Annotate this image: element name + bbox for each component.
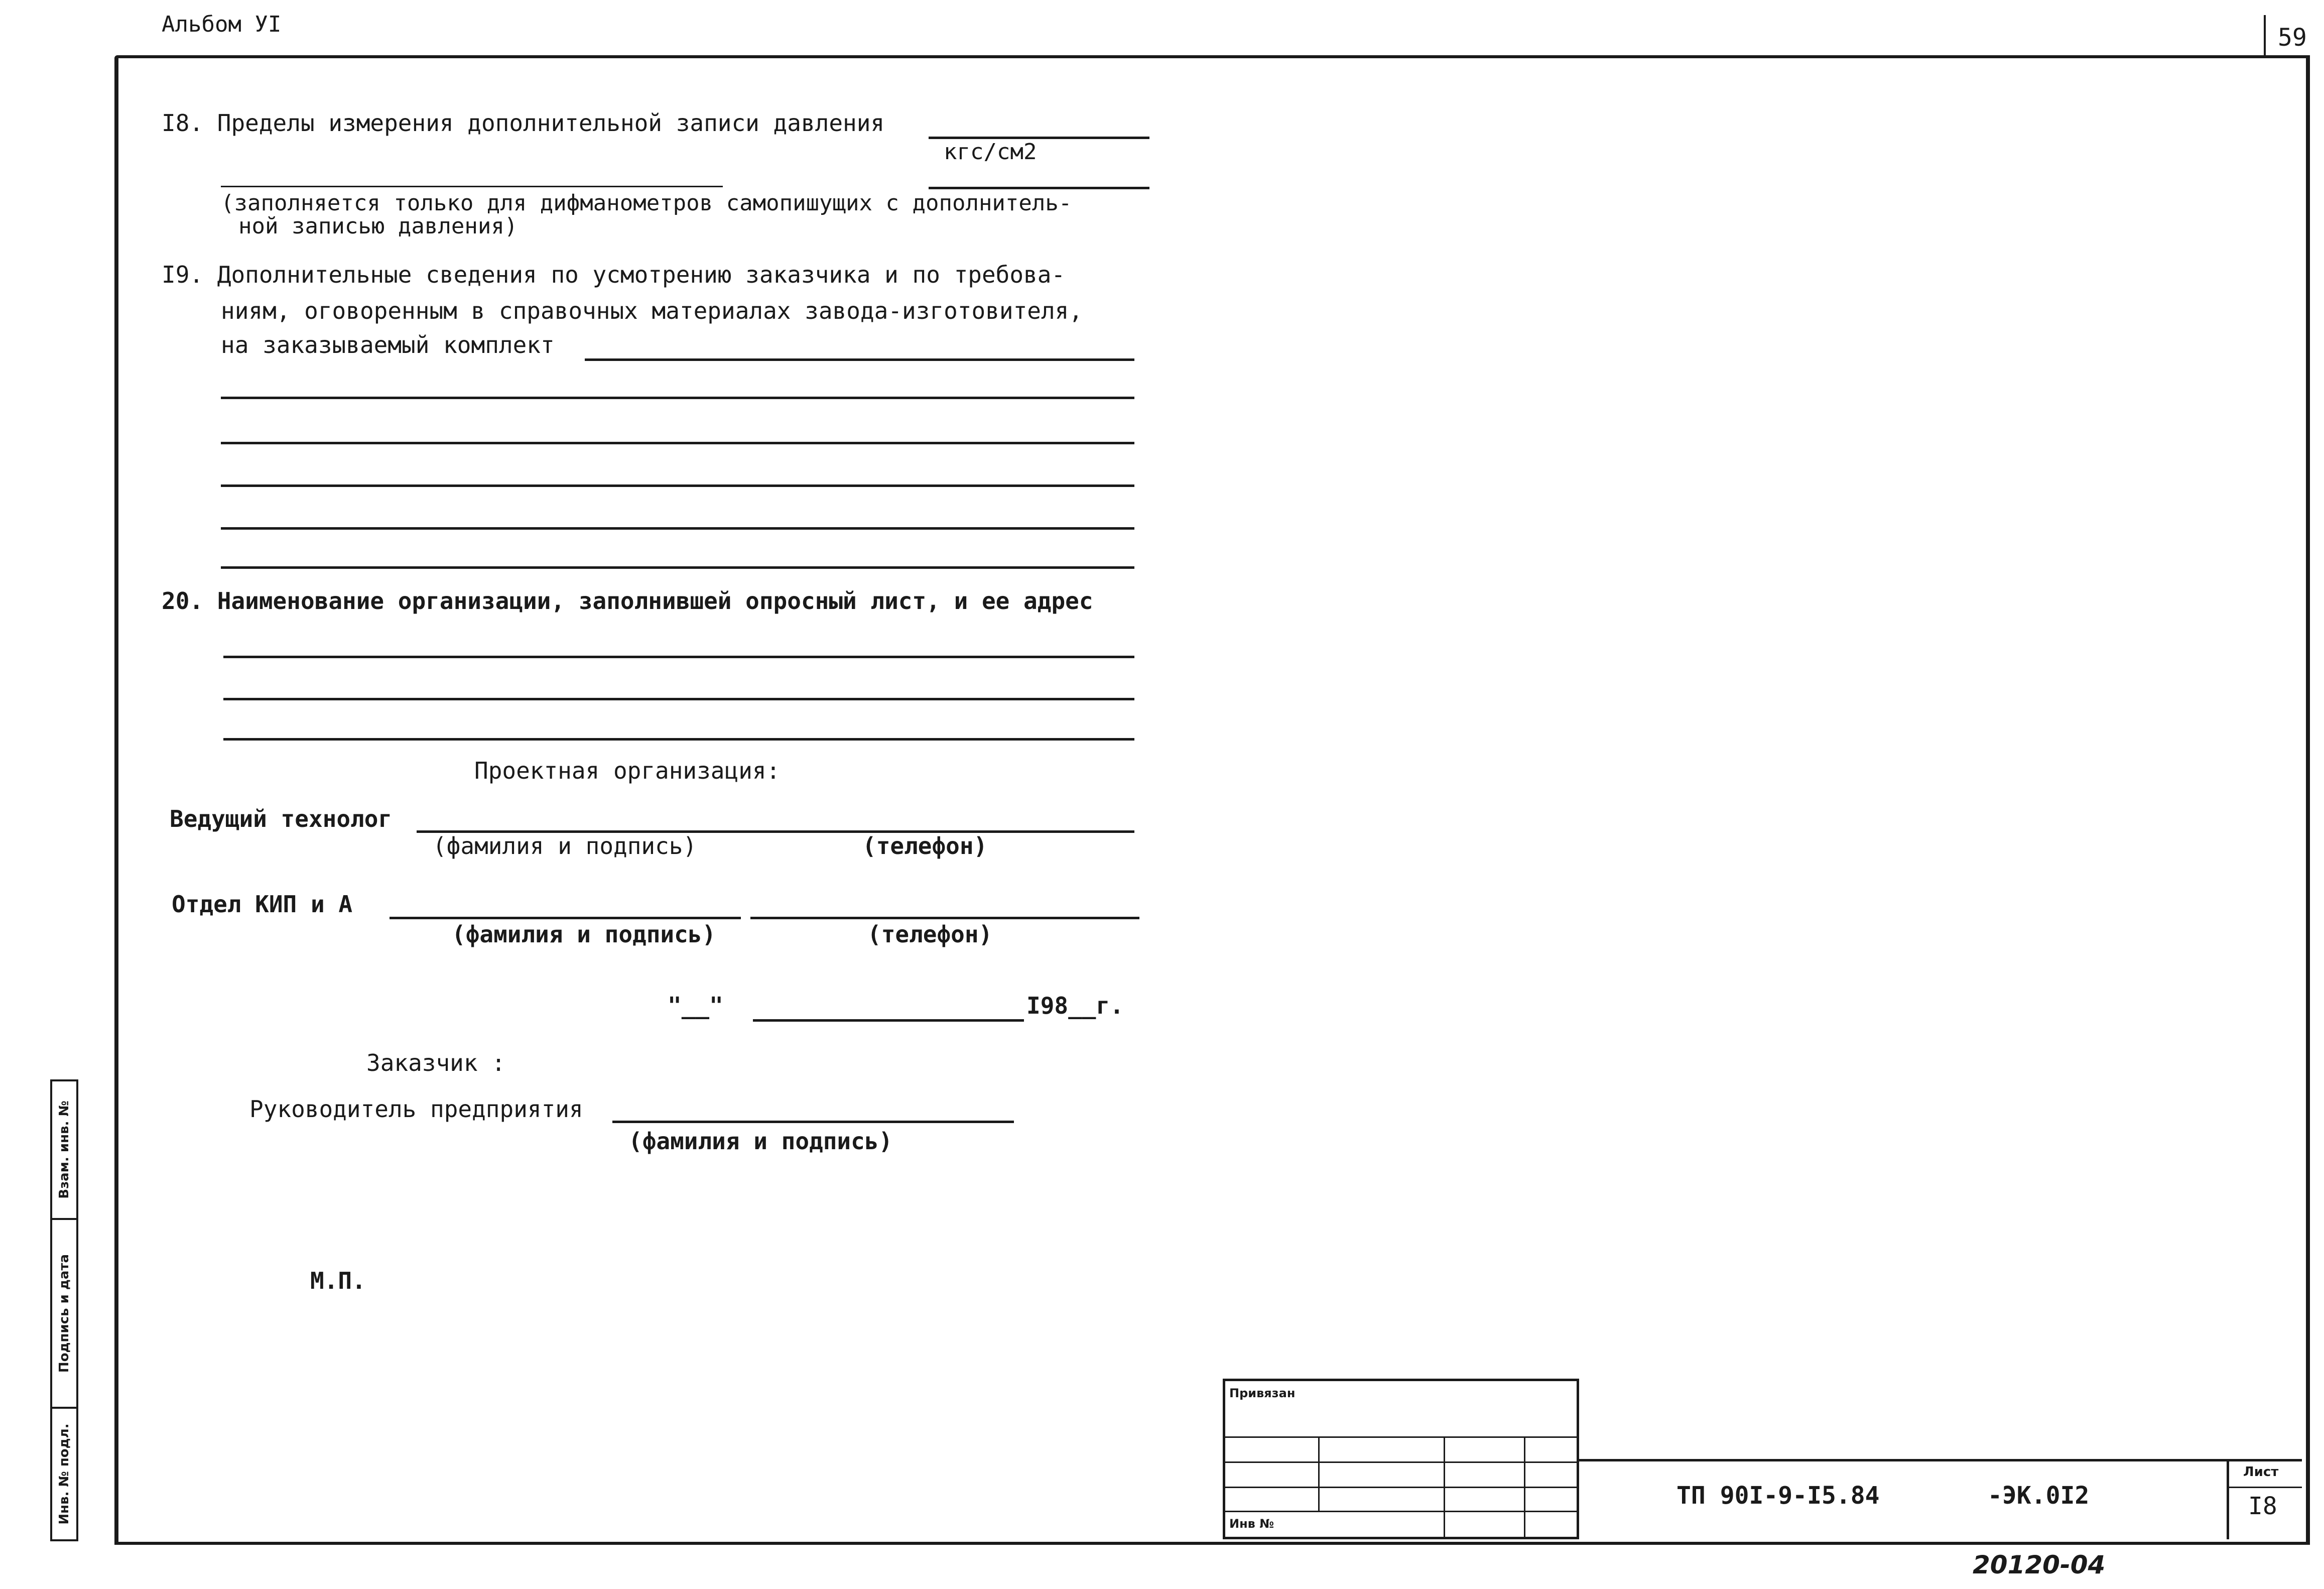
document-code: ТП 90I-9-I5.84 — [1676, 1482, 1880, 1510]
sheet-label: Лист — [2243, 1464, 2279, 1480]
title-block-top-line — [1579, 1459, 2230, 1461]
item-18-note-line-2: ной записью давления) — [238, 213, 518, 239]
page-number: 59 — [2278, 24, 2307, 52]
lead-technologist-phone-caption: (телефон) — [862, 832, 988, 860]
item-18-note-top-line — [221, 186, 723, 187]
item-19-answer-line-2 — [221, 397, 1134, 399]
side-stamp-inv-original-text: Инв. № подл. — [57, 1423, 72, 1525]
lead-technologist-name-caption: (фамилия и подпись) — [433, 832, 697, 860]
kip-dept-name-caption: (фамилия и подпись) — [452, 921, 716, 948]
side-stamp-replaced-inv — [50, 1079, 78, 1220]
kip-dept-signature-line — [390, 917, 741, 919]
item-20-label: 20. Наименование организации, заполнившей опросный лист, и ее адрес — [162, 587, 1093, 615]
item-20-answer-line-3 — [223, 738, 1134, 741]
item-18-unit: кгс/см2 — [944, 139, 1037, 165]
seal-mark: М.П. — [310, 1267, 366, 1294]
item-18-label: I8. Пределы измерения дополнительной записи давления — [162, 109, 885, 137]
item-19-line-3: на заказываемый комплект — [221, 331, 555, 358]
kip-dept-phone-line — [750, 917, 1139, 919]
binding-grid-col-3 — [1524, 1436, 1525, 1537]
sheet-number: I8 — [2248, 1492, 2277, 1520]
item-19-answer-line-1 — [585, 358, 1134, 361]
page-number-divider — [2264, 15, 2266, 57]
kip-dept-phone-caption: (телефон) — [867, 921, 993, 948]
album-title: Альбом УI — [162, 12, 282, 37]
date-month-line — [753, 1019, 1024, 1022]
side-stamp-inv-original — [50, 1407, 78, 1541]
date-year: I98__г. — [1026, 992, 1124, 1019]
sheet-box — [2227, 1459, 2302, 1539]
date-day-quotes: "__" — [668, 992, 723, 1019]
document-suffix: -ЭК.0I2 — [1988, 1482, 2090, 1510]
item-19-answer-line-6 — [221, 566, 1134, 569]
binding-stamp-label: Привязан — [1229, 1386, 1296, 1400]
archive-number: 20120-04 — [1973, 1550, 2106, 1579]
item-18-note-line-1: (заполняется только для дифманометров самопишущих с дополнитель- — [221, 190, 1072, 216]
side-stamp-replaced-inv-text: Взам. инв. № — [57, 1101, 72, 1199]
sheet-box-divider — [2229, 1487, 2302, 1488]
item-20-answer-line-2 — [223, 698, 1134, 700]
side-stamp-signature-date-text: Подпись и дата — [57, 1254, 72, 1373]
design-org-heading: Проектная организация: — [474, 757, 781, 784]
head-of-enterprise-label: Руководитель предприятия — [249, 1095, 583, 1123]
item-18-unit-line — [929, 187, 1149, 189]
item-19-answer-line-4 — [221, 484, 1134, 487]
binding-grid-col-1 — [1318, 1436, 1320, 1512]
item-19-line-1: I9. Дополнительные сведения по усмотрению заказчика и по требова- — [162, 261, 1066, 288]
side-stamp-signature-date — [50, 1218, 78, 1409]
head-of-enterprise-signature-line — [612, 1121, 1014, 1123]
item-19-answer-line-3 — [221, 442, 1134, 444]
lead-technologist-label: Ведущий технолог — [170, 805, 393, 832]
binding-grid-col-2 — [1444, 1436, 1445, 1537]
binding-stamp-grid — [1223, 1379, 1579, 1539]
item-19-answer-line-5 — [221, 527, 1134, 530]
item-19-line-2: ниям, оговоренным в справочных материалах завода-изготовителя, — [221, 297, 1083, 324]
item-20-answer-line-1 — [223, 656, 1134, 658]
customer-heading: Заказчик : — [366, 1049, 505, 1076]
kip-dept-label: Отдел КИП и А — [172, 891, 353, 918]
inventory-number-label: Инв № — [1229, 1517, 1274, 1531]
head-of-enterprise-name-caption: (фамилия и подпись) — [628, 1128, 893, 1155]
